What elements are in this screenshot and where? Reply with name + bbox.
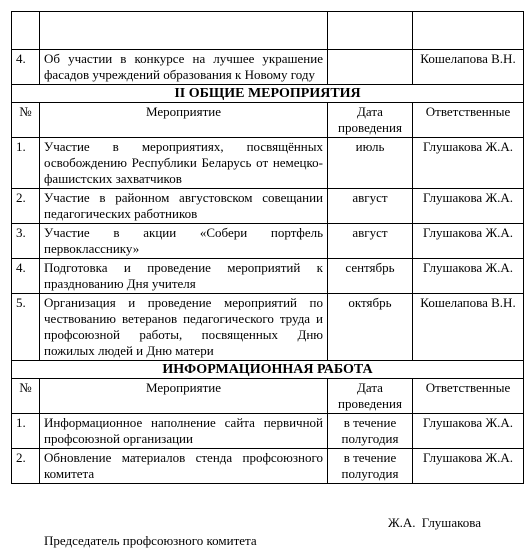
event-cell: Участие в мероприятиях, посвящённых освобождению Республики Беларусь от немецко-фашистских захватчиков: [40, 138, 328, 189]
event-cell: Об участии в конкурсе на лучшее украшение фасадов учреждений образования к Новому году: [40, 50, 328, 85]
date-cell: в течение полугодия: [328, 414, 413, 449]
section-title-row: [12, 85, 524, 103]
responsible-cell: Глушакова Ж.А.: [413, 259, 524, 294]
date-cell: [328, 12, 413, 50]
section-title-row: [12, 361, 524, 379]
event-cell: Участие в районном августовском совещании педагогических работников: [40, 189, 328, 224]
responsible-cell: [413, 12, 524, 50]
responsible-cell: Глушакова Ж.А.: [413, 414, 524, 449]
responsible-cell: Глушакова Ж.А.: [413, 224, 524, 259]
responsible-cell: Кошелапова В.Н.: [413, 294, 524, 361]
row-number: 4.: [12, 259, 40, 294]
table-header-row: [12, 103, 524, 138]
table-row: [12, 449, 524, 484]
table-row: [12, 12, 524, 50]
table-row: [12, 294, 524, 361]
table-row: [12, 138, 524, 189]
event-cell: Подготовка и проведение мероприятий к празднованию Дня учителя: [40, 259, 328, 294]
event-cell: Информационное наполнение сайта первичной профсоюзной организации: [40, 414, 328, 449]
header-date: Дата проведения: [328, 379, 413, 414]
responsible-cell: Кошелапова В.Н.: [413, 50, 524, 85]
section-title: II ОБЩИЕ МЕРОПРИЯТИЯ: [12, 85, 524, 103]
date-cell: в течение полугодия: [328, 449, 413, 484]
events-plan-table: [11, 11, 524, 484]
header-date: Дата проведения: [328, 103, 413, 138]
row-number: [12, 12, 40, 50]
responsible-cell: Глушакова Ж.А.: [413, 138, 524, 189]
date-cell: август: [328, 189, 413, 224]
section-title: ИНФОРМАЦИОННАЯ РАБОТА: [12, 361, 524, 379]
event-cell: Организация и проведение мероприятий по чествованию ветеранов педагогического труда и профсоюзной работы, посвященных Дню пожилых людей и Дню матери: [40, 294, 328, 361]
event-cell: [40, 12, 328, 50]
header-event: Мероприятие: [40, 379, 328, 414]
date-cell: август: [328, 224, 413, 259]
table-row: [12, 50, 524, 85]
row-number: 1.: [12, 138, 40, 189]
header-responsible: Ответственные: [413, 103, 524, 138]
header-num: №: [12, 379, 40, 414]
table-row: [12, 189, 524, 224]
event-cell: Участие в акции «Собери портфель первокласснику»: [40, 224, 328, 259]
header-num: №: [12, 103, 40, 138]
header-event: Мероприятие: [40, 103, 328, 138]
row-number: 4.: [12, 50, 40, 85]
table-header-row: [12, 379, 524, 414]
date-cell: [328, 50, 413, 85]
table-row: [12, 224, 524, 259]
row-number: 1.: [12, 414, 40, 449]
table-row: [12, 259, 524, 294]
header-responsible: Ответственные: [413, 379, 524, 414]
event-cell: Обновление материалов стенда профсоюзного комитета: [40, 449, 328, 484]
row-number: 2.: [12, 189, 40, 224]
chair-label: Председатель профсоюзного комитета: [44, 533, 257, 548]
row-number: 3.: [12, 224, 40, 259]
row-number: 2.: [12, 449, 40, 484]
date-cell: сентябрь: [328, 259, 413, 294]
responsible-cell: Глушакова Ж.А.: [413, 189, 524, 224]
signer-name: Ж.А. Глушакова: [388, 515, 481, 530]
table-row: [12, 414, 524, 449]
date-cell: октябрь: [328, 294, 413, 361]
responsible-cell: Глушакова Ж.А.: [413, 449, 524, 484]
date-cell: июль: [328, 138, 413, 189]
row-number: 5.: [12, 294, 40, 361]
